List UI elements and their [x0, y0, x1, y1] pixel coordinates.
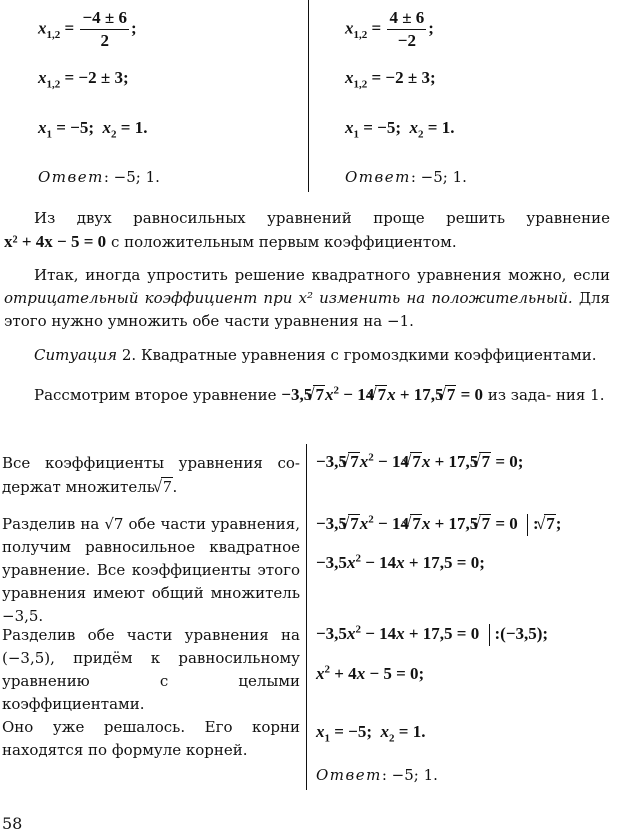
- top-left-answer-value: : −5; 1.: [103, 168, 160, 186]
- row4-roots: $x_1 = -5$; $x_2 = 1$.: [316, 722, 426, 745]
- top-right-formula-2-rest: = −2 ± 3;: [371, 68, 436, 87]
- top-right-numerator: 4 ± 6: [387, 8, 426, 30]
- top-left-root2: = 1.: [120, 118, 148, 137]
- page-number: 58: [2, 814, 23, 833]
- top-right-answer-value: : −5; 1.: [410, 168, 467, 186]
- row4-text: [2, 716, 300, 762]
- top-left-formula-1: $x_{1,2}$ = $\frac{-4 \pm 6}{2}$ ;: [38, 8, 137, 50]
- final-answer-label: Ответ: [316, 766, 382, 784]
- row2-text: [2, 513, 300, 628]
- paragraph-consider: Рассмотрим второе уравнение −3,5√ $7x^2 - 14√$ 7x + 17,5√ 7 = 0 из зада- ния 1.: [4, 383, 610, 407]
- para1-equation: x² + 4x − 5 = 0: [4, 232, 107, 251]
- para2-text-a: Итак, иногда упростить решение квадратного уравнения можно, если: [34, 266, 610, 284]
- top-right-answer: [345, 168, 467, 186]
- top-right-formula-2: $x_{1,2} = -2 \pm 3$;: [345, 68, 436, 91]
- top-right-root2: = 1.: [427, 118, 455, 137]
- paragraph-conclusion: [4, 264, 610, 333]
- row3-equation-1: $-3,5x^2 - 14x + 17,5 = 0$ :(−3,5);: [316, 624, 548, 646]
- row3-text-content: Разделив обе части уравнения на (−3,5), придём к равносильному уравнению с целыми коэффициентами.: [2, 626, 300, 713]
- row1-text: Все коэффициенты уравнения со-держат множитель √ 7.: [2, 452, 300, 499]
- situation-heading: [4, 344, 610, 367]
- top-left-root1: = −5;: [56, 118, 95, 137]
- para2-italic: отрицательный коэффициент при x² изменить на положительный.: [4, 289, 573, 307]
- top-left-answer-label: Ответ: [38, 168, 104, 186]
- top-right-root1: = −5;: [363, 118, 402, 137]
- top-left-formula-2-rest: = −2 ± 3;: [64, 68, 129, 87]
- bottom-column-divider: [306, 444, 307, 790]
- top-right-formula-1: $x_{1,2}$ = $\frac{4 \pm 6}{-2}$ ;: [345, 8, 434, 50]
- row3-text: [2, 624, 300, 716]
- row2-equation-1: −3,5√ $7x^2 - 14√$ 7x + 17,5√ 7 = 0 : √ 7;: [316, 514, 561, 536]
- top-right-roots: $x_1 = -5$; $x_2 = 1$.: [345, 118, 455, 141]
- para3-text-b: из зада-: [487, 386, 552, 404]
- top-column-divider: [308, 0, 309, 192]
- situation-label: Ситуация: [34, 346, 118, 364]
- top-left-roots: $x_1 = -5$; $x_2 = 1$.: [38, 118, 148, 141]
- situation-text: 2. Квадратные уравнения с громоздкими коэффициентами.: [121, 346, 597, 364]
- para1-text-a: Из двух равносильных уравнений проще решить уравнение: [34, 209, 610, 227]
- row3-equation-2: $x^2 + 4x - 5 = 0$;: [316, 663, 425, 683]
- top-left-numerator: −4 ± 6: [80, 8, 129, 30]
- final-answer: [316, 766, 438, 784]
- para3-text-a: Рассмотрим второе уравнение: [34, 386, 277, 404]
- para3-text-c: ния 1.: [555, 386, 605, 404]
- top-left-formula-2: $x_{1,2} = -2 \pm 3$;: [38, 68, 129, 91]
- row1-equation: −3,5√ $7x^2 - 14√$ 7x + 17,5√ 7 = 0;: [316, 452, 523, 472]
- top-right-denominator: −2: [397, 31, 416, 50]
- top-left-answer: [38, 168, 160, 186]
- top-left-denominator: 2: [100, 31, 109, 50]
- row2-text-content: Разделив на √7 обе части уравнения, получим равносильное квадратное уравнение. Все коэффициенты этого уравнения имеют общий множитель −3,5.: [2, 515, 300, 625]
- para2-text-b: Для этого нужно умножить обе части уравнения на −1.: [4, 289, 610, 330]
- para1-text-b: с положительным первым коэффициентом.: [110, 233, 457, 251]
- top-right-answer-label: Ответ: [345, 168, 411, 186]
- row1-text-content: Все коэффициенты уравнения со-держат множитель: [2, 454, 300, 496]
- final-answer-value: : −5; 1.: [381, 766, 438, 784]
- row2-equation-2: $-3,5x^2 - 14x + 17,5 = 0$;: [316, 552, 485, 572]
- paragraph-simpler-equation: [4, 207, 610, 254]
- row4-text-content: Оно уже решалось. Его корни находятся по формуле корней.: [2, 718, 300, 759]
